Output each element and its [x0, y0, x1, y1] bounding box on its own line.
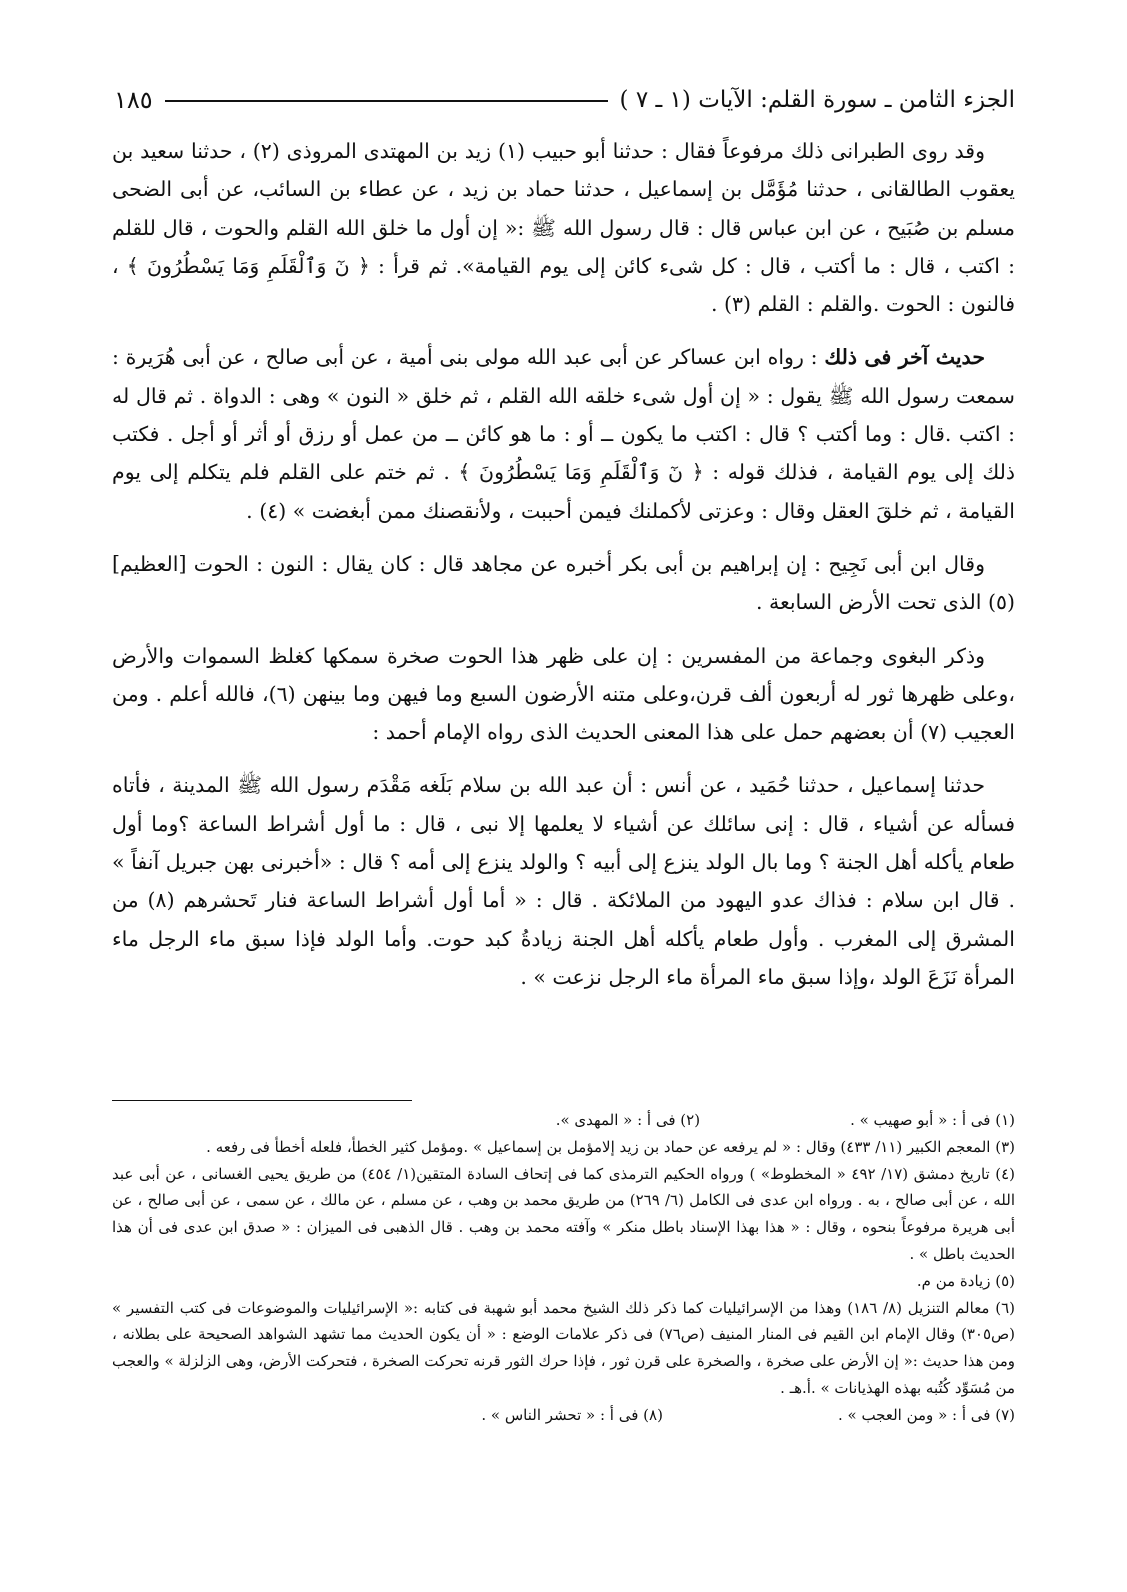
footnote: (٢) فى أ : « المهدى ».: [555, 1111, 701, 1129]
paragraph: وذكر البغوى وجماعة من المفسرين : إن على ظهر هذا الحوت صخرة سمكها كغلظ السموات والأرض ،وعلى ظهرها ثور له أربعون ألف قرن،وعلى متنه الأرضون السبع وما فيهن وما بينهن (٦)، فالله أعلم . ومن العجيب (٧) أن بعضهم حمل على هذا المعنى الحديث الذى رواه الإمام أحمد :: [112, 643, 1015, 745]
paragraph: وقد روى الطبرانى ذلك مرفوعاً فقال : حدثنا أبو حبيب (١) زيد بن المهتدى المروذى (٢) ، حدثنا سعيد بن يعقوب الطالقانى ، حدثنا مُؤَمَّل بن إسماعيل ، حدثنا حماد بن زيد ، عن عطاء بن السائب، عن أبى الضحى مسلم بن صُبَيح ، عن ابن عباس قال : قال رسول الله ﷺ :« إن أول ما خلق الله القلم والحوت ، قال للقلم : اكتب ، قال : ما أكتب ، قال : كل شىء كائن إلى يوم القيامة». ثم قرأ : ﴿ نٓ وَٱلْقَلَمِ وَمَا يَسْطُرُونَ ﴾ ، فالنون : الحوت .والقلم : القلم (٣) .: [112, 139, 1015, 317]
footnote: (٤) تاريخ دمشق (١٧/ ٤٩٢ « المخطوط» ) ورواه الحكيم الترمذى كما فى إتحاف السادة المتقين(١/ ٤٥٤) من طريق يحيى الغسانى ، عن أبى عبد الله ، عن أبى صالح ، به . ورواه ابن عدى فى الكامل (٦/ ٢٦٩) من طريق محمد بن وهب ، عن مسلم ، عن مالك ، عن سمى ، عن أبى صالح ، عن أبى هريرة مرفوعاً بنحوه ، وقال : « هذا بهذا الإسناد باطل منكر » وآفته محمد بن وهب . قال الذهبى فى الميزان : « صدق ابن عدى فى أن هذا الحديث باطل » .: [112, 1164, 1016, 1263]
paragraph: وقال ابن أبى نَجِيح : إن إبراهيم بن أبى بكر أخبره عن مجاهد قال : كان يقال : النون : الحوت [العظيم] (٥) الذى تحت الأرض السابعة .: [112, 551, 1015, 615]
footnote-separator: [112, 1100, 412, 1101]
main-text: [112, 132, 1015, 1011]
page-number: ١٨٥: [114, 86, 153, 114]
footnote: (٣) المعجم الكبير (١١/ ٤٣٣) وقال : « لم يرفعه عن حماد بن زيد إلامؤمل بن إسماعيل » .ومؤمل كثير الخطأ، فلعله أخطأ فى رفعه .: [206, 1137, 1015, 1156]
footnote: (٧) فى أ : « ومن العجب » .: [837, 1405, 1015, 1424]
header-rule: [165, 100, 608, 102]
section-lead: حديث آخر فى ذلك: [824, 345, 985, 370]
footnote-row: [112, 1402, 1015, 1429]
paragraph: حديث آخر فى ذلك : رواه ابن عساكر عن أبى عبد الله مولى بنى أمية ، عن أبى صالح ، عن أبى هُرَيرة : سمعت رسول الله ﷺ يقول : « إن أول شىء خلقه الله القلم ، ثم خلق « النون » وهى : الدواة . ثم قال له : اكتب .قال : وما أكتب ؟ قال : اكتب ما يكون ــ أو : ما هو كائن ــ من عمل أو رزق أو أثر أو أجل . فكتب ذلك إلى يوم القيامة ، فذلك قوله : ﴿ نٓ وَٱلْقَلَمِ وَمَا يَسْطُرُونَ ﴾ . ثم ختم على القلم فلم يتكلم إلى يوم القيامة ، ثم خلقَ العقل وقال : وعزتى لأكملنك فيمن أحببت ، ولأنقصنك ممن أبغضت » (٤) .: [112, 345, 1015, 523]
footnote: (٥) زيادة من م.: [916, 1271, 1015, 1290]
footnote: (١) فى أ : « أبو صهيب » .: [850, 1111, 1015, 1129]
footnote: (٦) معالم التنزيل (٨/ ١٨٦) وهذا من الإسرائيليات كما ذكر ذلك الشيخ محمد أبو شهبة فى كتابه :« الإسرائيليات والموضوعات فى كتب التفسير » (ص٣٠٥) وقال الإمام ابن القيم فى المنار المنيف (ص٧٦) فى ذكر علامات الوضع : « أن يكون الحديث مما تشهد الشواهد الصحيحة على بطلانه ، ومن هذا حديث :« إن الأرض على صخرة ، والصخرة على قرن ثور ، فإذا حرك الثور قرنه تحركت الصخرة ، فتحركت الأرض، وهى الزلزلة » والعجب من مُسَوِّد كُتُبه بهذه الهذيانات » .أ.هـ .: [112, 1298, 1015, 1397]
running-title: الجزء الثامن ـ سورة القلم: الآيات (١ ـ ٧ ): [619, 87, 1015, 113]
footnotes: [112, 1107, 1015, 1429]
footnote: (٨) فى أ : « تحشر الناس » .: [481, 1405, 663, 1424]
footnote-row: [112, 1107, 1015, 1134]
running-header: [114, 82, 1015, 118]
paragraph: حدثنا إسماعيل ، حدثنا حُمَيد ، عن أنس : أن عبد الله بن سلام بَلَغه مَقْدَم رسول الله ﷺ المدينة ، فأتاه فسأله عن أشياء ، قال : إنى سائلك عن أشياء لا يعلمها إلا نبى ، قال : ما أول أشراط الساعة ؟وما أول طعام يأكله أهل الجنة ؟ وما بال الولد ينزع إلى أبيه ؟ والولد ينزع إلى أمه ؟ قال : «أخبرنى بهن جبريل آنفاً » . قال ابن سلام : فذاك عدو اليهود من الملائكة . قال : « أما أول أشراط الساعة فنار تَحشرهم (٨) من المشرق إلى المغرب . وأول طعام يأكله أهل الجنة زيادةُ كبد حوت. وأما الولد فإذا سبق ماء الرجل ماء المرأة نَزَعَ الولد ،وإذا سبق ماء المرأة ماء الرجل نزعت » .: [112, 773, 1015, 989]
